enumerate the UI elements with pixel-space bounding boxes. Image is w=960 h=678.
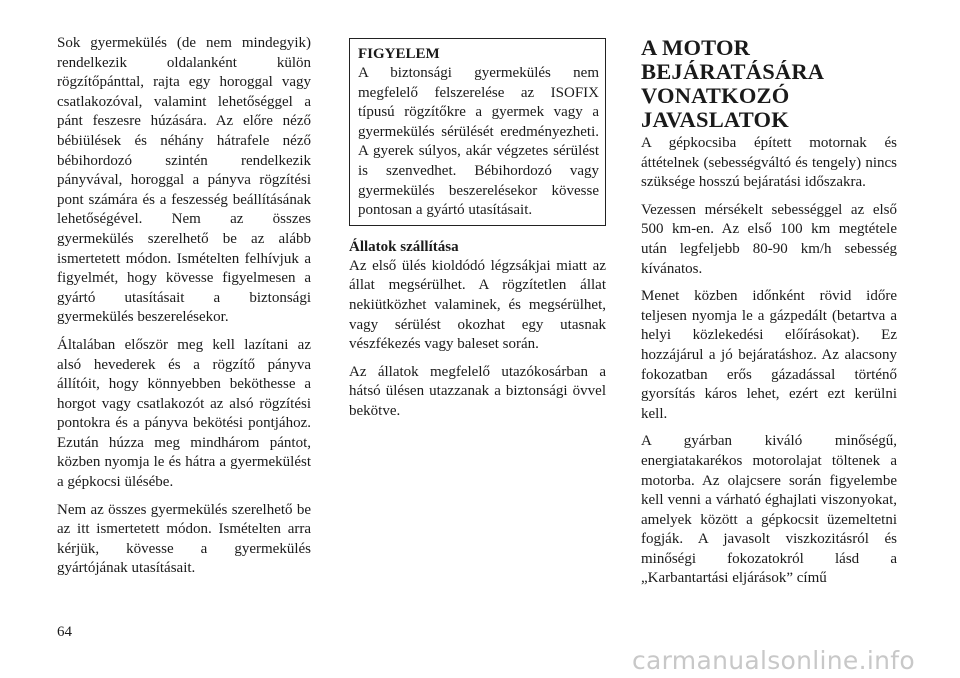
- paragraph: A gyárban kiváló minőségű, energiatakarékos motorolajat töltenek a motorba. Az olajcsere során figyelembe kell venni a várható éghajlati viszonyokat, amelyek között a gépkocsit üzemeltetni fogják. A javasolt viszkozitásról és minőségi fokozatokról lásd a „Karbantartási eljárások” című: [641, 433, 897, 587]
- paragraph: Menet közben időnként rövid időre teljesen nyomja le a gázpedált (betartva a helyi közlekedési előírásokat). Ez hozzájárul a jó bejáratáshoz. Az alacsony fokozatban erős gázadással történő gyorsítás káros lehet, ezért ezt kerülni kell.: [641, 288, 897, 422]
- paragraph: Vezessen mérsékelt sebességgel az első 500 km-en. Az első 100 km megtétele után legfeljebb 80-90 km/h sebesség kívánatos.: [641, 201, 897, 277]
- paragraph: Az első ülés kioldódó légzsákjai miatt az állat megsérülhet. A rögzítetlen állat nekiütközhet valaminek, és megsérülhet, vagy sérülést okozhat egy utasnak vészfékezés vagy baleset során.: [349, 257, 606, 353]
- paragraph: Nem az összes gyermekülés szerelhető be az itt ismertetett módon. Ismételten arra kérjük, kövesse a gyermekülés gyártójának utasításait.: [57, 501, 311, 577]
- page-number: 64: [57, 624, 72, 640]
- paragraph: Sok gyermekülés (de nem mindegyik) rendelkezik oldalanként külön rögzítőpánttal, rajta egy horoggal vagy csatlakozóval, valamint lehetőséggel a pánt feszesre húzására. Az előre néző bébiülések és néhány hátrafele néző bébihordozó szintén rendelkezik pányvával, horoggal a pányva rögzítési pont számára és a feszesség beállításának lehetőségével. Nem az összes gyermekülés szerelhető be az alább ismertetett módon. Ismételten felhívjuk a figyelmét, hogy kövesse figyelmesen a gyártó utasításait a biztonsági gyermekülés beszerelésekor.: [57, 35, 311, 326]
- warning-box: [349, 38, 606, 226]
- middle-column: [349, 34, 606, 430]
- paragraph: A gépkocsiba épített motornak és áttételnek (sebességváltó és tengely) nincs szüksége hosszú bejáratási időszakra.: [641, 135, 897, 191]
- left-column: [57, 34, 311, 587]
- section-heading: A MOTOR BEJÁRATÁSÁRA VONATKOZÓ JAVASLATOK: [641, 35, 824, 132]
- right-column: [641, 34, 897, 597]
- warning-title: FIGYELEM: [358, 46, 440, 62]
- section-subheading: Állatok szállítása: [349, 238, 459, 255]
- paragraph: Az állatok megfelelő utazókosárban a hátsó ülésen utazzanak a biztonsági övvel bekötve.: [349, 363, 606, 419]
- paragraph: Általában először meg kell lazítani az alsó hevederek és a rögzítő pányva állítóit, hogy könnyebben beköthesse a horgot vagy csatlakozót az alsó rögzítési pontokra és a pányva bekötési pontjához. Ezután húzza meg mindhárom pántot, közben nyomja le és hátra a gyermekülést a gépkocsi ülésébe.: [57, 336, 311, 491]
- warning-text: A biztonsági gyermekülés nem megfelelő felszerelése az ISOFIX típusú rögzítőkre a gyermek vagy a gyermekülés sérülését eredményezheti. A gyerek súlyos, akár végzetes sérülést is szenvedhet. Bébihordozó vagy gyermekülés beszerelésekor kövesse pontosan a gyártó utasításait.: [358, 65, 599, 219]
- watermark: carmanualsonline.info: [632, 646, 915, 675]
